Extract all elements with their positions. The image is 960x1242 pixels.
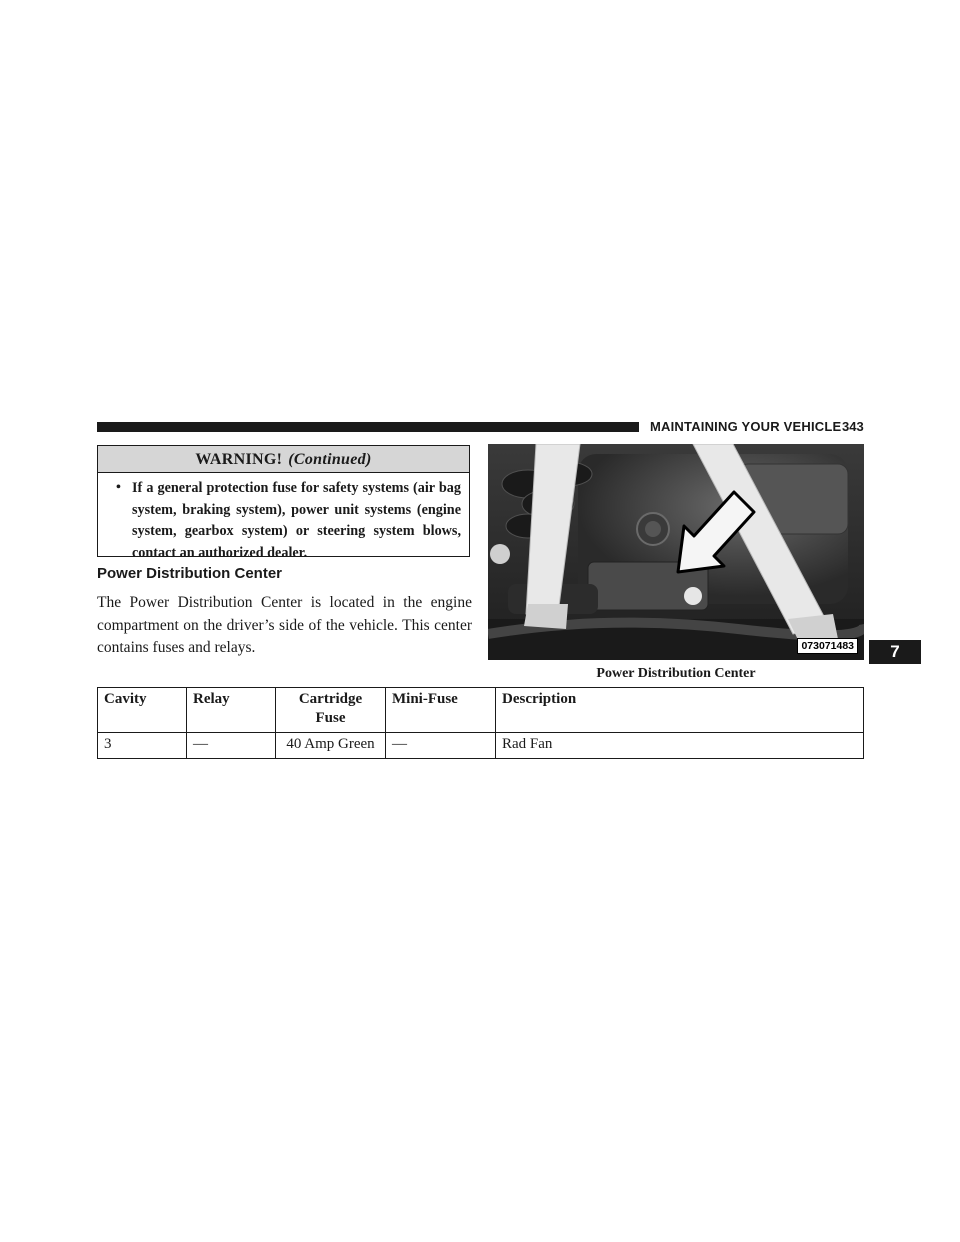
figure-caption: Power Distribution Center (596, 666, 756, 681)
col-header-relay: Relay (187, 688, 276, 733)
warning-text: If a general protection fuse for safety systems (air bag system, braking system), power unit systems (engine system, gearbox system) or steering system blows, contact an authorized dealer. (132, 480, 461, 561)
col-header-mini-fuse: Mini-Fuse (386, 688, 496, 733)
header-rule (97, 422, 639, 432)
cell-cartridge-fuse: 40 Amp Green (276, 733, 386, 759)
warning-continued: (Continued) (288, 451, 372, 468)
fuse-table (97, 687, 864, 759)
section-paragraph: The Power Distribution Center is located in the engine compartment on the driver’s side of the vehicle. This center contains fuses and relays. (97, 594, 472, 656)
warning-box (97, 445, 470, 561)
table-row (98, 733, 864, 759)
table-header-row (98, 688, 864, 733)
warning-heading (98, 446, 469, 473)
chapter-tab: 7 (869, 640, 921, 664)
col-header-cartridge-fuse: Cartridge Fuse (276, 688, 386, 733)
engine-bay-illustration (488, 444, 864, 660)
cell-description: Rad Fan (496, 733, 864, 759)
running-header-title: MAINTAINING YOUR VEHICLE (650, 419, 842, 434)
engine-bay-photo (488, 444, 864, 660)
page-number: 343 (842, 419, 864, 434)
col-header-cavity: Cavity (98, 688, 187, 733)
cell-mini-fuse: — (386, 733, 496, 759)
cell-cavity: 3 (98, 733, 187, 759)
cell-relay: — (187, 733, 276, 759)
bullet-icon: • (116, 480, 121, 495)
warning-label: WARNING! (195, 451, 283, 468)
image-id-label: 073071483 (797, 638, 858, 654)
col-header-description: Description (496, 688, 864, 733)
warning-body (98, 473, 469, 564)
section-heading: Power Distribution Center (97, 565, 283, 582)
